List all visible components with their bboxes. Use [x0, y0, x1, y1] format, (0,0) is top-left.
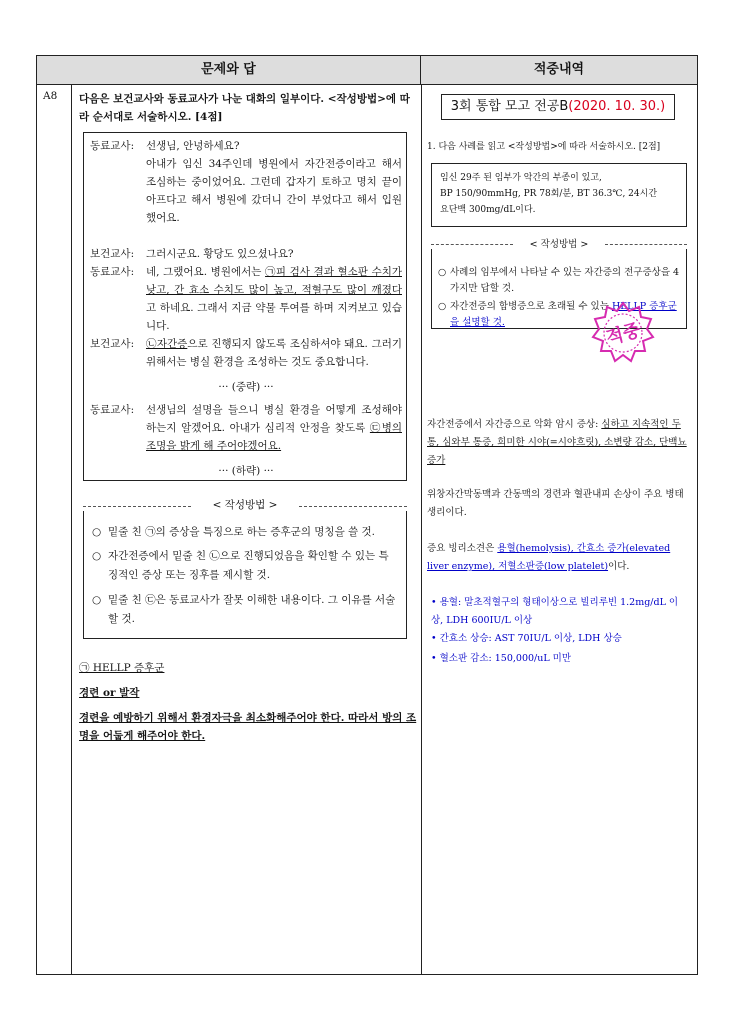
ellipsis-end: ··· (하략) ···: [218, 465, 274, 477]
hit-para-2: 위창자간막동맥과 간동맥의 경련과 혈관내피 손상이 주요 병태생리이다.: [427, 489, 684, 518]
method-box: [83, 511, 407, 639]
header-question: 문제와 답: [37, 56, 421, 84]
question-stem: 다음은 보건교사와 동료교사가 나눈 대화의 일부이다. <작성방법>에 따라 순서대로 서술하시오. [4점]: [79, 93, 410, 123]
utterance: [146, 137, 402, 227]
underline-c: ㉢병의 조명을 밝게 해 주어야겠어요.: [146, 422, 402, 452]
case-box: [431, 163, 687, 227]
underline-b: ㉡자간증: [146, 338, 188, 350]
bullet: ○: [438, 301, 447, 312]
utterance-line: 고 하네요. 그래서 지금 약물 투여를 하며 지켜보고 있습니다.: [146, 302, 402, 332]
answer-1: ㉠ HELLP 증후군: [79, 662, 165, 674]
speaker: 보건교사:: [90, 248, 135, 260]
table-header: [37, 56, 697, 85]
method-item: [92, 547, 398, 585]
speaker: 동료교사:: [90, 266, 135, 278]
stamp-text: 적중: [603, 319, 643, 350]
method-item: [92, 591, 398, 629]
utterance-line: 선생님의 설명을 들으니 병실 환경을 어떻게 조성해야 하는지 알겠어요. 아내가 심리적 안정을 찾도록: [146, 404, 402, 434]
hit-list-item: • 혈소판 감소: 150,000/uL 미만: [431, 653, 572, 664]
bullet: ○: [92, 526, 102, 538]
method-item: [92, 523, 398, 542]
utterance-line: 선생님, 안녕하세요?: [146, 140, 240, 152]
speaker: 동료교사:: [90, 404, 135, 416]
hit-text: 이다.: [608, 561, 630, 572]
bullet: ○: [92, 550, 102, 562]
case-line: BP 150/90mmHg, PR 78회/분, BT 36.3℃, 24시간: [440, 189, 658, 199]
hit-underline: 용혈(hemolysis), 간효소 증가(elevated liver enzyme), 저혈소판증(low platelet): [427, 543, 671, 572]
answer-2: 경련 or 발작: [79, 687, 140, 699]
hit-text: 자간전증에서 자간증으로 악화 암시 증상:: [427, 419, 602, 430]
utterance-line: 그러시군요. 황당도 있으셨나요?: [146, 248, 294, 260]
answer-3: 경련을 예방하기 위해서 환경자극을 최소화해주어야 한다. 따라서 방의 조명을 어둡게 해주어야 한다.: [79, 712, 417, 742]
case-line: 요단백 300mg/dL이다.: [440, 205, 536, 215]
method-text: 자간전증에서 밑줄 친 ㉡으로 진행되었음을 확인할 수 있는 특징적인 증상 또는 징후를 제시할 것.: [108, 550, 389, 581]
hit-para-3: [427, 540, 689, 576]
dialogue-turn: [90, 137, 402, 245]
header-hit: 적중내역: [533, 62, 585, 77]
hit-list-item: • 간효소 상승: AST 70IU/L 이상, LDH 상승: [431, 633, 622, 644]
dialogue-box: [83, 132, 407, 481]
hit-para-1: [427, 416, 689, 470]
hit-method-highlight: HELLP 증후군을 설명할 것.: [450, 301, 677, 328]
hit-method-title: < 작성방법 >: [431, 236, 687, 250]
ellipsis-mid: ··· (중략) ···: [218, 381, 274, 393]
hit-method-text: 자간전증의 합병증으로 초래될 수 있는 HELLP 증후군을 설명할 것.: [450, 301, 677, 328]
hit-title: [441, 94, 675, 120]
hit-stamp-icon: [591, 301, 655, 365]
method-text: 밑줄 친 ㉢은 동료교사가 잘못 이해한 내용이다. 그 이유를 서술할 것.: [108, 594, 396, 625]
hit-method-text: 사례의 임부에서 나타날 수 있는 자간증의 전구증상을 4가지만 답할 것.: [450, 267, 680, 294]
bullet: ○: [438, 267, 447, 278]
utterance-line: 네, 그랬어요. 병원에서는: [146, 266, 266, 278]
method-title: < 작성방법 >: [83, 497, 407, 512]
hit-list-item: • 용혈: 말초적혈구의 형태이상으로 빌리루빈 1.2mg/dL 이상, LDH 600IU/L 이상: [431, 597, 679, 626]
hit-question-line: 1. 다음 사례를 읽고 <작성방법>에 따라 서술하시오. [2점]: [427, 142, 661, 152]
speaker: 보건교사:: [90, 338, 135, 350]
column-divider: [71, 84, 72, 974]
utterance-line: 으로 진행되지 않도록 조심하셔야 돼요. 그러기 위해서는 병실 환경을 조성하는 것도 중요합니다.: [146, 338, 402, 368]
method-text: 밑줄 친 ㉠의 증상을 특징으로 하는 증후군의 명칭을 쓸 것.: [108, 526, 376, 538]
hit-underline: 심하고 지속적인 두통, 심와부 통증, 희미한 시야(=시야흐릿), 소변량 감소, 단백뇨 증가: [427, 419, 687, 466]
column-divider: [421, 84, 422, 974]
bullet: ○: [92, 594, 102, 606]
utterance-line: 아내가 임신 34주인데 병원에서 자간전증이라고 해서 조심하는 중이었어요. 그런데 갑자기 토하고 명치 끝이 아프다고 해서 병원에 갔더니 간이 부었다고 해서 입원했어요.: [146, 158, 402, 224]
underline-a: ㉠피 검사 결과 혈소판 수치가 낮고, 간 효소 수치도 많이 높고, 적혈구도 많이 깨졌다: [146, 266, 402, 296]
case-line: 임신 29주 된 임부가 악간의 부종이 있고,: [440, 173, 602, 183]
hit-title-date: (2020. 10. 30.): [568, 99, 666, 114]
hit-method-item: [438, 265, 682, 297]
hit-title-text: 3회 통합 모고 전공B: [450, 99, 569, 114]
hit-text: 증요 빙리소견은: [427, 543, 498, 554]
speaker: 동료교사:: [90, 140, 135, 152]
answer-sheet-table: [36, 55, 698, 975]
question-number: A8: [43, 90, 58, 102]
